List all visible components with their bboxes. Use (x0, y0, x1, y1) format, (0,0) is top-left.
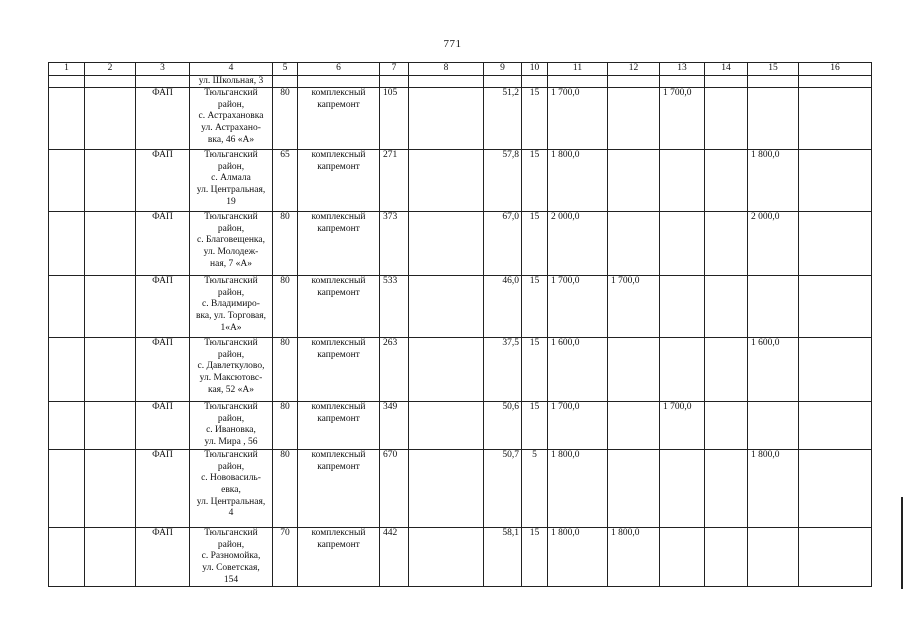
col-10-cell: 15 (522, 212, 548, 276)
work-type-cell: комплексный капремонт (298, 402, 380, 450)
table-body (49, 88, 872, 587)
col-14-cell (705, 276, 748, 338)
col-2-cell (85, 338, 136, 402)
col-11-cell: 1 700,0 (548, 402, 608, 450)
table-cell (409, 75, 484, 88)
col-13-cell (660, 528, 705, 587)
table-row (49, 150, 872, 212)
object-type-cell: ФАП (136, 276, 190, 338)
continuation-row (49, 75, 872, 88)
col-5-cell: 80 (273, 338, 298, 402)
col-16-cell (799, 88, 872, 150)
table-cell (273, 75, 298, 88)
col-12-cell (608, 150, 660, 212)
col-7-cell: 263 (380, 338, 409, 402)
table-cell (608, 75, 660, 88)
table-cell (380, 75, 409, 88)
col-2-cell (85, 528, 136, 587)
header-cell: 5 (273, 63, 298, 76)
header-cell: 4 (190, 63, 273, 76)
col-14-cell (705, 402, 748, 450)
col-16-cell (799, 528, 872, 587)
col-14-cell (705, 528, 748, 587)
col-9-cell: 46,0 (484, 276, 522, 338)
col-2-cell (85, 276, 136, 338)
table-row (49, 528, 872, 587)
col-7-cell: 271 (380, 150, 409, 212)
header-cell: 9 (484, 63, 522, 76)
header-cell: 10 (522, 63, 548, 76)
col-15-cell (748, 528, 799, 587)
col-5-cell: 80 (273, 212, 298, 276)
col-2-cell (85, 150, 136, 212)
header-cell: 6 (298, 63, 380, 76)
col-8-cell (409, 450, 484, 528)
object-type-cell: ФАП (136, 88, 190, 150)
work-type-cell: комплексный капремонт (298, 212, 380, 276)
col-2-cell (85, 402, 136, 450)
object-type-cell: ФАП (136, 450, 190, 528)
col-1-cell (49, 88, 85, 150)
col-10-cell: 5 (522, 450, 548, 528)
col-7-cell: 442 (380, 528, 409, 587)
col-15-cell (748, 88, 799, 150)
col-13-cell: 1 700,0 (660, 402, 705, 450)
col-16-cell (799, 150, 872, 212)
col-8-cell (409, 276, 484, 338)
header-row (49, 63, 872, 76)
col-1-cell (49, 276, 85, 338)
table-cell (548, 75, 608, 88)
col-5-cell: 80 (273, 88, 298, 150)
col-8-cell (409, 212, 484, 276)
col-2-cell (85, 88, 136, 150)
table-row (49, 276, 872, 338)
col-14-cell (705, 150, 748, 212)
work-type-cell: комплексный капремонт (298, 338, 380, 402)
col-10-cell: 15 (522, 150, 548, 212)
col-8-cell (409, 88, 484, 150)
col-15-cell: 1 600,0 (748, 338, 799, 402)
table-row (49, 338, 872, 402)
col-13-cell (660, 450, 705, 528)
address-cell: Тюльганский район, с. Ивановка, ул. Мира , 56 (190, 402, 273, 450)
table-cell (49, 75, 85, 88)
col-11-cell: 1 700,0 (548, 276, 608, 338)
col-10-cell: 15 (522, 402, 548, 450)
col-12-cell (608, 450, 660, 528)
header-cell: 8 (409, 63, 484, 76)
header-cell: 7 (380, 63, 409, 76)
header-cell: 11 (548, 63, 608, 76)
col-7-cell: 533 (380, 276, 409, 338)
col-8-cell (409, 402, 484, 450)
col-14-cell (705, 338, 748, 402)
col-1-cell (49, 528, 85, 587)
col-11-cell: 1 800,0 (548, 450, 608, 528)
col-11-cell: 1 800,0 (548, 528, 608, 587)
col-7-cell: 349 (380, 402, 409, 450)
capital-repair-table (48, 62, 872, 587)
col-1-cell (49, 212, 85, 276)
header-cell: 2 (85, 63, 136, 76)
col-14-cell (705, 212, 748, 276)
work-type-cell: комплексный капремонт (298, 150, 380, 212)
col-15-cell: 1 800,0 (748, 150, 799, 212)
work-type-cell: комплексный капремонт (298, 528, 380, 587)
col-2-cell (85, 212, 136, 276)
col-9-cell: 57,8 (484, 150, 522, 212)
col-5-cell: 80 (273, 276, 298, 338)
address-cell: Тюльганский район, с. Благовещенка, ул. Молодеж- ная, 7 «А» (190, 212, 273, 276)
col-8-cell (409, 150, 484, 212)
col-15-cell: 2 000,0 (748, 212, 799, 276)
table-cell (85, 75, 136, 88)
continuation-address: ул. Школьная, 3 (190, 75, 273, 88)
col-1-cell (49, 338, 85, 402)
table-cell (705, 75, 748, 88)
scan-edge-mark (901, 497, 903, 589)
header-cell: 16 (799, 63, 872, 76)
col-9-cell: 50,7 (484, 450, 522, 528)
col-5-cell: 80 (273, 450, 298, 528)
col-13-cell (660, 276, 705, 338)
table-cell (748, 75, 799, 88)
col-11-cell: 1 600,0 (548, 338, 608, 402)
header-cell: 15 (748, 63, 799, 76)
col-16-cell (799, 338, 872, 402)
col-14-cell (705, 450, 748, 528)
object-type-cell: ФАП (136, 150, 190, 212)
table-cell (484, 75, 522, 88)
col-9-cell: 51,2 (484, 88, 522, 150)
table-row (49, 88, 872, 150)
address-cell: Тюльганский район, с. Нововасиль- евка, ул. Центральная, 4 (190, 450, 273, 528)
col-12-cell: 1 800,0 (608, 528, 660, 587)
table-cell (660, 75, 705, 88)
object-type-cell: ФАП (136, 528, 190, 587)
address-cell: Тюльганский район, с. Давлеткулово, ул. Максютовс- кая, 52 «А» (190, 338, 273, 402)
col-11-cell: 2 000,0 (548, 212, 608, 276)
col-10-cell: 15 (522, 338, 548, 402)
col-10-cell: 15 (522, 88, 548, 150)
col-1-cell (49, 150, 85, 212)
col-16-cell (799, 402, 872, 450)
object-type-cell: ФАП (136, 402, 190, 450)
table-cell (136, 75, 190, 88)
col-12-cell (608, 338, 660, 402)
col-14-cell (705, 88, 748, 150)
object-type-cell: ФАП (136, 212, 190, 276)
col-15-cell (748, 402, 799, 450)
address-cell: Тюльганский район, с. Астрахановка ул. Астрахано- вка, 46 «А» (190, 88, 273, 150)
col-16-cell (799, 450, 872, 528)
table-row (49, 212, 872, 276)
page-number: 771 (443, 38, 462, 50)
work-type-cell: комплексный капремонт (298, 276, 380, 338)
col-7-cell: 670 (380, 450, 409, 528)
work-type-cell: комплексный капремонт (298, 88, 380, 150)
col-16-cell (799, 276, 872, 338)
table-cell (522, 75, 548, 88)
table-row (49, 450, 872, 528)
col-9-cell: 67,0 (484, 212, 522, 276)
col-12-cell (608, 212, 660, 276)
table-cell (799, 75, 872, 88)
header-cell: 1 (49, 63, 85, 76)
col-11-cell: 1 800,0 (548, 150, 608, 212)
col-9-cell: 58,1 (484, 528, 522, 587)
header-cell: 12 (608, 63, 660, 76)
col-9-cell: 50,6 (484, 402, 522, 450)
col-15-cell: 1 800,0 (748, 450, 799, 528)
col-5-cell: 70 (273, 528, 298, 587)
col-8-cell (409, 528, 484, 587)
col-13-cell (660, 212, 705, 276)
col-5-cell: 80 (273, 402, 298, 450)
col-8-cell (409, 338, 484, 402)
col-9-cell: 37,5 (484, 338, 522, 402)
address-cell: Тюльганский район, с. Владимиро- вка, ул. Торговая, 1«А» (190, 276, 273, 338)
col-13-cell (660, 338, 705, 402)
col-10-cell: 15 (522, 528, 548, 587)
address-cell: Тюльганский район, с. Разномойка, ул. Советская, 154 (190, 528, 273, 587)
col-15-cell (748, 276, 799, 338)
col-12-cell: 1 700,0 (608, 276, 660, 338)
work-type-cell: комплексный капремонт (298, 450, 380, 528)
table-cell (298, 75, 380, 88)
col-7-cell: 373 (380, 212, 409, 276)
col-13-cell (660, 150, 705, 212)
object-type-cell: ФАП (136, 338, 190, 402)
col-1-cell (49, 402, 85, 450)
address-cell: Тюльганский район, с. Алмала ул. Центральная, 19 (190, 150, 273, 212)
col-5-cell: 65 (273, 150, 298, 212)
col-13-cell: 1 700,0 (660, 88, 705, 150)
col-10-cell: 15 (522, 276, 548, 338)
col-1-cell (49, 450, 85, 528)
col-7-cell: 105 (380, 88, 409, 150)
col-2-cell (85, 450, 136, 528)
header-cell: 13 (660, 63, 705, 76)
col-12-cell (608, 88, 660, 150)
table-row (49, 402, 872, 450)
header-cell: 3 (136, 63, 190, 76)
col-16-cell (799, 212, 872, 276)
col-11-cell: 1 700,0 (548, 88, 608, 150)
header-cell: 14 (705, 63, 748, 76)
col-12-cell (608, 402, 660, 450)
